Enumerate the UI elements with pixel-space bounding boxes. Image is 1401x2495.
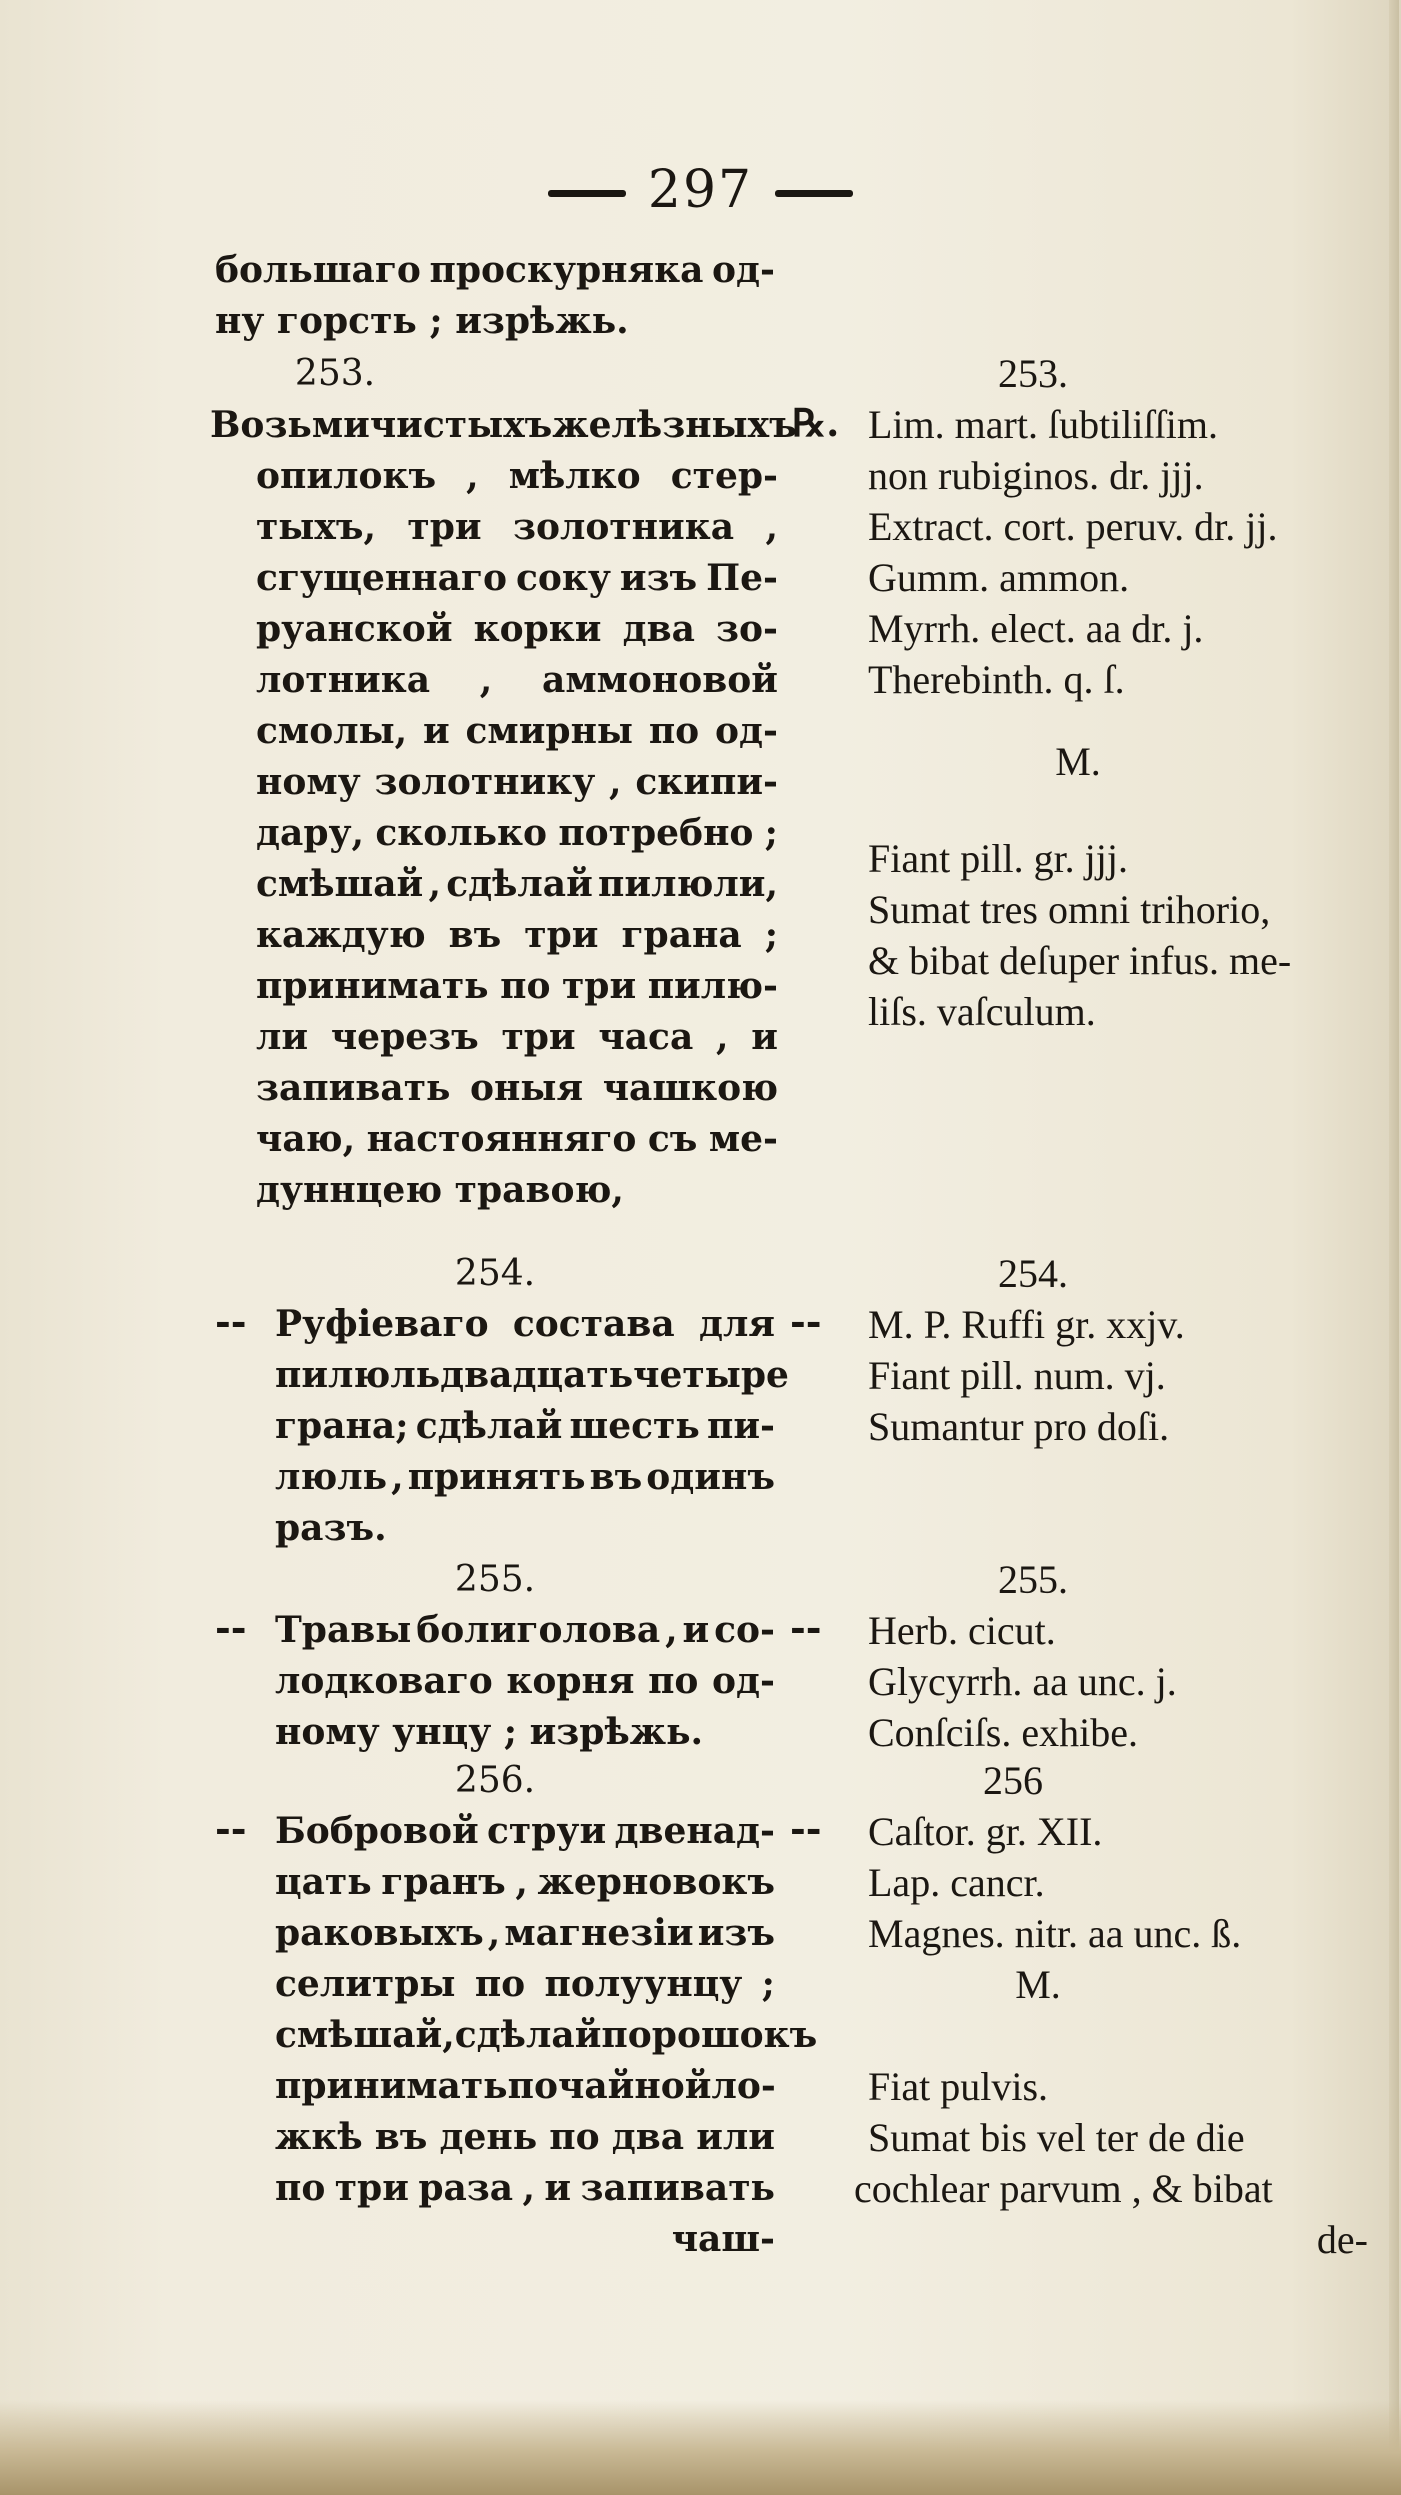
text-line: M. P. Ruffi gr. xxjv.	[868, 1302, 1185, 1347]
text-line: Sumat tres omni trihorio,	[868, 887, 1271, 932]
left-section-254	[215, 1248, 789, 1554]
section-number: 254.	[454, 1253, 536, 1294]
left-section-253-body	[210, 400, 797, 1216]
text-line: раковыхъ , магнезіи изъ	[275, 1912, 775, 1954]
text-line: Herb. cicut.	[868, 1608, 1056, 1653]
dash-mark: --	[215, 1806, 247, 1851]
text-line: Myrrh. elect. aa dr. j.	[868, 606, 1204, 651]
dash-mark: --	[790, 1299, 822, 1344]
text-line: запивать оныя чашкою	[256, 1067, 778, 1109]
text-line: Fiat pulvis.	[868, 2064, 1049, 2109]
header-dash-right	[775, 190, 853, 197]
dash-mark: --	[215, 1605, 247, 1650]
text-line: ному золотнику , скипи-	[256, 761, 778, 803]
section-number: 255.	[998, 1557, 1068, 1602]
text-line: смѣшай , сдѣлай пилюли,	[256, 863, 778, 905]
text-line: Gumm. ammon.	[868, 555, 1130, 600]
text-line: смолы, и смирны по од-	[256, 710, 778, 752]
text-line: по три раза , и запивать	[275, 2167, 775, 2209]
dash-mark: --	[790, 1806, 822, 1851]
text-line: люль , принять въ одинъ	[275, 1456, 775, 1498]
section-number: 253.	[294, 353, 376, 394]
text-line: руанской корки два зо-	[256, 608, 778, 650]
left-section-255	[215, 1554, 775, 1758]
text-line: Травы болиголова , и со-	[275, 1609, 775, 1651]
header-dash-left	[548, 190, 626, 197]
text-line: cochlear parvum , & bibat	[854, 2166, 1273, 2211]
text-line: Sumantur pro doſi.	[868, 1404, 1170, 1449]
text-line: грана; сдѣлай шесть пи-	[275, 1405, 775, 1447]
text-line: Бобровой струи двенад-	[275, 1810, 775, 1852]
text-line: опилокъ , мѣлко стер-	[256, 455, 778, 497]
text-line: жкѣ въ день по два или	[275, 2116, 775, 2158]
section-number: 253.	[998, 351, 1068, 396]
left-section-256	[215, 1755, 818, 2265]
text-line: лодковаго корня по од-	[275, 1660, 775, 1702]
right-section-255	[868, 1554, 1368, 1758]
text-line: пилюль двадцать четыре	[275, 1354, 789, 1396]
right-section-256	[854, 1755, 1368, 2265]
right-section-253	[868, 348, 1368, 1037]
dash-mark: --	[215, 1299, 247, 1344]
text-line: чаю, настоянняго съ ме-	[256, 1118, 778, 1160]
recipe-symbol: ℞.	[792, 400, 840, 445]
text-line: Magnes. nitr. aa unc. ß.	[868, 1911, 1242, 1956]
page-header	[0, 160, 1401, 220]
text-line: большаго проскурняка од-	[215, 249, 775, 291]
text-line: Руфіеваго состава для	[275, 1303, 775, 1345]
text-line: каждую въ три грана ;	[256, 914, 778, 956]
text-line: Glycyrrh. aa unc. j.	[868, 1659, 1177, 1704]
text-line: лотника , аммоновой	[256, 659, 778, 701]
section-number: 255.	[454, 1559, 536, 1600]
text-line: Fiant pill. gr. jjj.	[868, 836, 1129, 881]
text-line: Lap. cancr.	[868, 1860, 1045, 1905]
worn-bottom-edge	[0, 2400, 1401, 2495]
text-line: дуннцею травою,	[256, 1169, 624, 1211]
section-number: 256	[983, 1758, 1043, 1803]
text-line: Extract. cort. peruv. dr. jj.	[868, 504, 1278, 549]
text-line: ному унцу ; изрѣжь.	[275, 1711, 704, 1753]
text-line: ли черезъ три часа , и	[256, 1016, 778, 1058]
text-line: дару, сколько потребно ;	[256, 812, 778, 854]
text-line: разъ.	[275, 1507, 387, 1549]
mix-mark: M.	[1015, 1962, 1061, 2007]
text-line: принимать по три пилю-	[256, 965, 778, 1007]
left-section-253	[215, 348, 775, 399]
catchword: чаш-	[671, 2218, 775, 2260]
left-top-text	[215, 245, 775, 347]
section-number: 254.	[998, 1251, 1068, 1296]
text-line: смѣшай, сдѣлай порошокъ	[275, 2014, 818, 2056]
text-line: сгущеннаго соку изъ Пе-	[256, 557, 778, 599]
catchword: de-	[1316, 2217, 1368, 2262]
right-section-254	[868, 1248, 1368, 1452]
text-line: Caſtor. gr. XII.	[868, 1809, 1103, 1854]
text-line: селитры по полуунцу ;	[275, 1963, 775, 2005]
dash-mark: --	[790, 1605, 822, 1650]
text-line: non rubiginos. dr. jjj.	[868, 453, 1204, 498]
text-line: принимать по чайной ло-	[275, 2065, 776, 2107]
text-line: Sumat bis vel ter de die	[868, 2115, 1245, 2160]
text-line: & bibat deſuper infus. me-	[868, 938, 1292, 983]
text-line: цать гранъ , жерновокъ	[275, 1861, 775, 1903]
text-line: тыхъ, три золотника ,	[256, 506, 778, 548]
text-line: Conſciſs. exhibe.	[868, 1710, 1138, 1755]
text-line: Therebinth. q. ſ.	[868, 657, 1125, 702]
text-line: ну горсть ; изрѣжь.	[215, 300, 629, 342]
text-line: Fiant pill. num. vj.	[868, 1353, 1166, 1398]
page-number: 297	[647, 160, 754, 220]
text-line: Lim. mart. ſubtiliſſim.	[868, 402, 1218, 447]
section-number: 256.	[454, 1760, 536, 1801]
page-edge-shadow	[1389, 0, 1399, 2495]
text-line: liſs. vaſculum.	[868, 989, 1096, 1034]
text-line: Возьми чистыхъ желѣзныхъ	[210, 404, 797, 446]
mix-mark: M.	[1055, 739, 1101, 784]
